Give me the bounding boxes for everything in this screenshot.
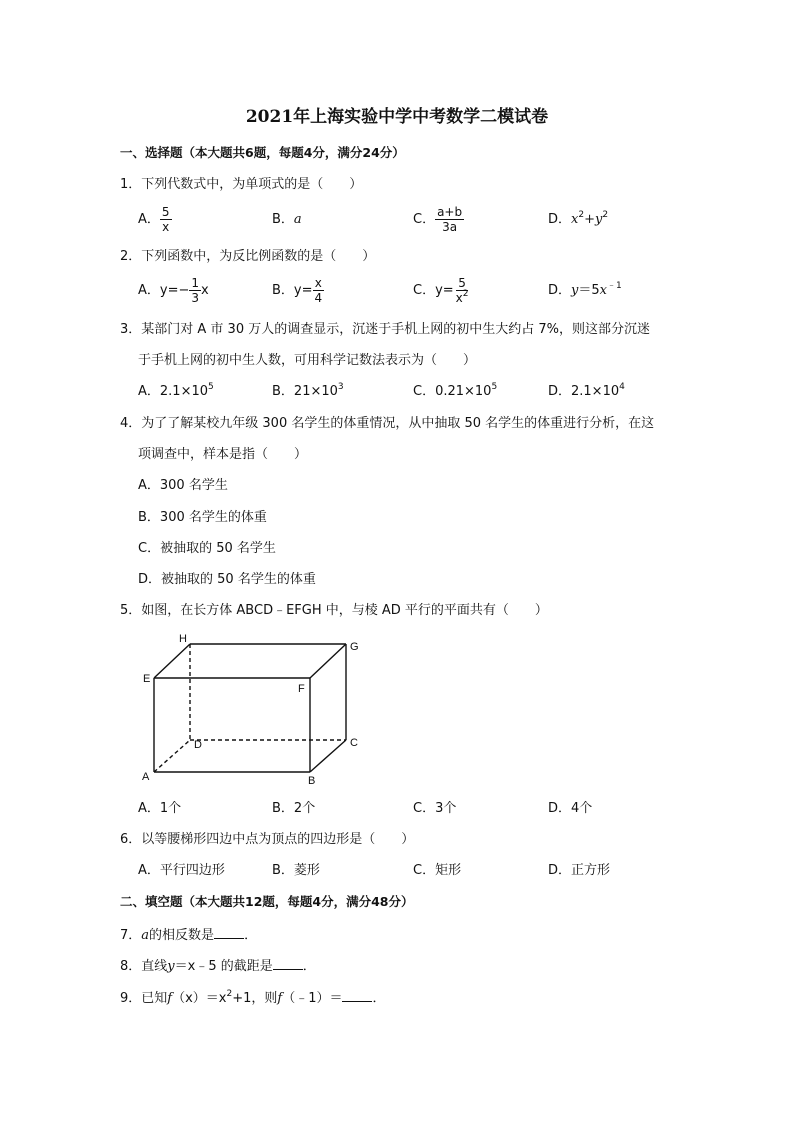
q2-a-fraction (189, 276, 201, 305)
question-1-stem: 1．下列代数式中，为单项式的是（ ） (120, 177, 363, 192)
q2-c-prefix: y= (435, 282, 454, 298)
q3-option-d (548, 384, 625, 400)
q8-eq: ＝x﹣5 的截距是 (174, 959, 273, 974)
q3-option-a (138, 384, 214, 400)
vertex-label-e: E (143, 673, 151, 685)
question-6-stem: 6．以等腰梯形四边中点为顶点的四边形是（ ） (120, 832, 415, 847)
q2-a-suffix: x (201, 282, 209, 298)
q6-option-d: D．正方形 (548, 863, 611, 878)
q1-d-plus-y: +y (584, 212, 603, 227)
q6-option-a: A．平行四边形 (138, 863, 225, 878)
q9-end: ． (372, 991, 386, 1006)
question-5-stem: 5．如图，在长方体 ABCD﹣EFGH 中，与棱 AD 平行的平面共有（ ） (120, 603, 548, 618)
q2-a-numerator: 1 (191, 276, 200, 290)
q2-b-fraction (313, 276, 325, 305)
edge-fg (310, 644, 346, 678)
vertex-label-a: A (142, 771, 150, 783)
question-7 (120, 926, 257, 944)
q1-c-label: C． (413, 211, 436, 227)
q1-option-c (413, 205, 464, 234)
q2-option-b (272, 276, 324, 305)
q9-exp: 2 (226, 989, 233, 999)
q2-option-a (138, 276, 209, 305)
q2-b-numerator: x (314, 276, 322, 290)
edge-bc (310, 740, 346, 772)
q9-text: 9．已知 (120, 991, 168, 1006)
q2-d-equals: ＝5 (578, 283, 600, 298)
q9-answer-blank (342, 989, 372, 1002)
q9-part3: （﹣1）＝ (282, 991, 343, 1006)
q4-option-a: A．300 名学生 (138, 478, 228, 493)
question-9 (120, 989, 386, 1007)
q1-a-denominator: x (162, 220, 170, 234)
q1-c-fraction (435, 205, 464, 234)
q7-text: 的相反数是 (149, 928, 215, 943)
q2-d-x: x (599, 283, 607, 298)
q2-c-label: C． (413, 282, 436, 298)
q6-option-c: C．矩形 (413, 863, 462, 878)
q5-option-b: B．2个 (272, 801, 316, 816)
q1-a-numerator: 5 (161, 205, 170, 219)
q1-c-denominator: 3a (442, 220, 458, 234)
vertex-label-f: F (298, 683, 305, 695)
q1-d-label: D． (548, 212, 572, 227)
q1-b-label: B． (272, 212, 294, 227)
vertex-label-b: B (308, 775, 316, 787)
q4-option-b: B．300 名学生的体重 (138, 510, 267, 525)
q9-f1: f (167, 991, 173, 1006)
q3-c-text: C．0.21×10 (413, 384, 492, 399)
q3-a-text: A．2.1×10 (138, 384, 209, 399)
q7-answer-blank (214, 926, 244, 939)
q1-option-a (138, 205, 172, 234)
q8-end: ． (302, 959, 316, 974)
q9-part1: （x）＝x (172, 991, 227, 1006)
q1-b-value: a (293, 212, 302, 227)
q7-number: 7． (120, 928, 142, 943)
q2-c-numerator: 5 (458, 276, 466, 290)
page-title: 2021年上海实验中学中考数学二模试卷 (245, 107, 549, 127)
question-8 (120, 957, 316, 975)
q3-c-exp: 5 (491, 382, 498, 392)
q7-end: ． (244, 928, 258, 943)
section-heading-choice: 一、选择题（本大题共6题，每题4分，满分24分） (120, 145, 405, 160)
section-heading-fill: 二、填空题（本大题共12题，每题4分，满分48分） (120, 894, 414, 909)
question-4-line1: 4．为了了解某校九年级 300 名学生的体重情况，从中抽取 50 名学生的体重进行分析，在这 (120, 416, 655, 431)
q1-d-x: x (571, 212, 579, 227)
edge-eh (154, 644, 190, 678)
q6-option-b: B．菱形 (272, 863, 320, 878)
q3-d-exp: 4 (619, 382, 625, 392)
q2-option-d (548, 283, 622, 299)
q3-d-text: D．2.1×10 (548, 384, 620, 399)
q4-option-d: D．被抽取的 50 名学生的体重 (138, 572, 316, 587)
q2-a-prefix: y=− (159, 282, 190, 298)
q2-a-denominator: 3 (191, 291, 200, 305)
q1-c-numerator: a+b (437, 205, 463, 219)
vertex-label-c: C (350, 737, 358, 749)
q8-var: y (167, 959, 175, 974)
question-4-line2: 项调查中，样本是指（ ） (138, 447, 308, 462)
q1-d-exp2: 2 (602, 210, 609, 220)
q2-d-exponent: ﹣1 (607, 281, 622, 291)
vertex-label-h: H (179, 633, 187, 645)
q2-a-label: A． (138, 282, 160, 298)
q1-option-b (272, 212, 302, 228)
q2-option-c (413, 276, 471, 305)
q3-b-exp: 3 (337, 382, 344, 392)
q7-var: a (141, 928, 150, 943)
q9-part2: +1，则 (232, 991, 278, 1006)
cuboid-figure (138, 628, 368, 788)
q3-a-exp: 5 (208, 382, 214, 392)
question-2-stem: 2．下列函数中，为反比例函数的是（ ） (120, 249, 376, 264)
q2-b-label: B． (272, 282, 294, 298)
q2-c-denominator-wrap (454, 291, 471, 305)
edge-ad-hidden (154, 740, 190, 772)
question-3-line1: 3．某部门对 A 市 30 万人的调查显示，沉迷于手机上网的初中生大约占 7%，则这部分沉迷 (120, 322, 650, 337)
q3-option-b (272, 384, 344, 400)
vertex-label-g: G (350, 641, 359, 653)
q8-answer-blank (273, 957, 303, 970)
q2-b-denominator: 4 (314, 291, 323, 305)
q1-a-fraction (160, 205, 172, 234)
q8-text: 8．直线 (120, 959, 168, 974)
q2-d-label: D． (548, 283, 572, 298)
q9-f2: f (277, 991, 283, 1006)
q4-option-c: C．被抽取的 50 名学生 (138, 541, 276, 556)
q1-option-d (548, 212, 608, 228)
q2-d-y: y (571, 283, 579, 298)
q5-option-a: A．1个 (138, 801, 182, 816)
q2-b-prefix: y= (293, 282, 313, 298)
q3-b-text: B．21×10 (272, 384, 338, 399)
q3-option-c (413, 384, 497, 400)
q2-c-exponent: 2 (462, 289, 469, 299)
q5-option-c: C．3个 (413, 801, 457, 816)
vertex-label-d: D (194, 739, 202, 751)
q1-a-label: A． (138, 211, 160, 227)
q2-c-denominator: x (455, 291, 463, 305)
q1-d-exp1: 2 (578, 210, 585, 220)
q2-c-fraction (454, 276, 471, 305)
q5-option-d: D．4个 (548, 801, 593, 816)
question-3-line2: 于手机上网的初中生人数，可用科学记数法表示为（ ） (138, 353, 477, 368)
